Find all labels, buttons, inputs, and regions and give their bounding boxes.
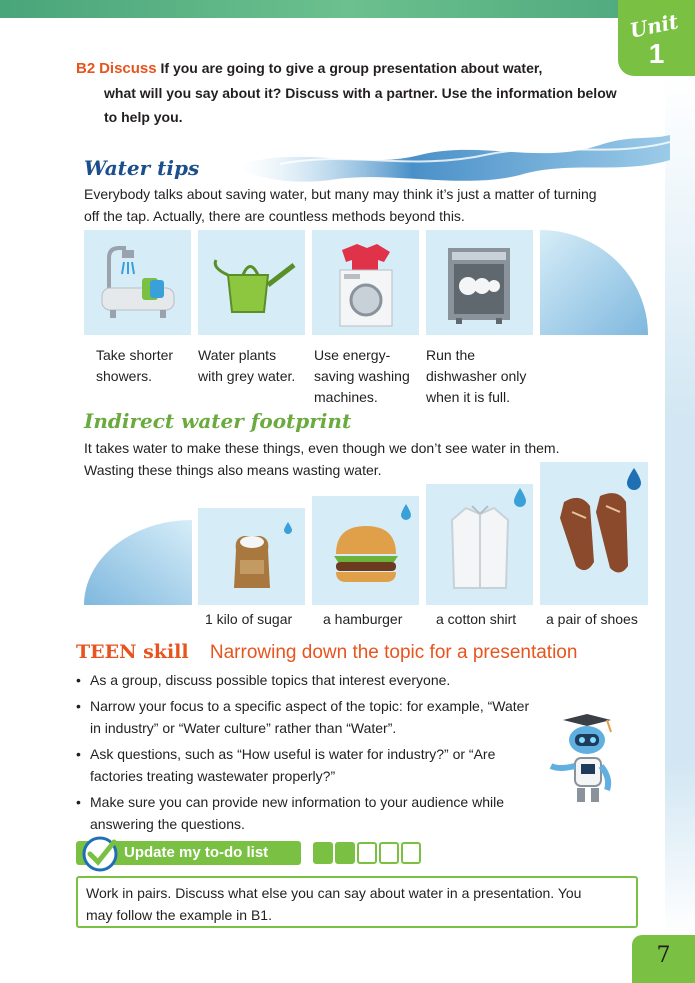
robot-mascot-icon [545, 708, 635, 808]
bullet-4-line-2: answering the questions. [90, 816, 245, 832]
bullet-2-line-2: in industry” or “Water culture” rather than “Water”. [90, 720, 397, 736]
water-splash-illustration [240, 120, 670, 190]
bathtub-shower-icon [84, 230, 191, 335]
instruction-line-2: what will you say about it? Discuss with a partner. Use the information below [104, 85, 617, 101]
decorative-quarter-circle [540, 230, 648, 335]
indirect-footprint-title: Indirect water footprint [84, 409, 352, 433]
tip-3-line-3: machines. [314, 389, 378, 405]
list-item [76, 669, 556, 691]
top-color-band [0, 0, 695, 18]
teen-skill-heading [76, 641, 577, 664]
instruction-line-3: to help you. [104, 109, 183, 125]
tip-1-line-1: Take shorter [96, 347, 174, 363]
todo-label: Update my to-do list [124, 844, 269, 861]
progress-box [357, 842, 377, 864]
indirect-text-line-2: Wasting these things also means wasting water. [84, 462, 382, 478]
task-line-1: Work in pairs. Discuss what else you can say about water in a presentation. You [86, 885, 582, 901]
tip-2-line-1: Water plants [198, 347, 277, 363]
tip-1-line-2: showers. [96, 368, 153, 384]
tip-4-line-3: when it is full. [426, 389, 511, 405]
dishwasher-icon [426, 230, 533, 335]
item-label-sugar: 1 kilo of sugar [205, 611, 293, 627]
checkmark-icon [80, 834, 120, 874]
tip-caption-4 [426, 345, 541, 408]
tip-4-line-2: dishwasher only [426, 368, 527, 384]
tip-caption-3 [314, 345, 424, 408]
exercise-keyword: Discuss [99, 60, 157, 77]
tip-caption-2 [198, 345, 310, 387]
hamburger-icon [312, 496, 419, 605]
task-line-2: may follow the example in B1. [86, 907, 272, 923]
task-instruction-box [76, 876, 638, 928]
tip-4-line-1: Run the [426, 347, 476, 363]
item-label-shirt: a cotton shirt [436, 611, 517, 627]
item-image-shirt [426, 484, 533, 605]
list-item [76, 695, 556, 739]
progress-box [379, 842, 399, 864]
cotton-shirt-icon [426, 484, 533, 605]
shoes-icon [540, 462, 648, 605]
b2-discuss-instruction [76, 56, 636, 129]
washing-machine-icon [312, 230, 419, 335]
bullet-3-line-2: factories treating wastewater properly?” [90, 768, 336, 784]
decorative-quarter-circle-2 [84, 520, 192, 605]
watering-can-icon [198, 230, 305, 335]
item-image-hamburger [312, 496, 419, 605]
indirect-text-line-1: It takes water to make these things, even though we don’t see water in them. [84, 440, 560, 456]
sugar-sack-icon [198, 508, 305, 605]
item-image-sugar [198, 508, 305, 605]
teen-skill-topic: Narrowing down the topic for a presentation [209, 642, 578, 663]
tip-image-washing-machine [312, 230, 419, 335]
item-image-shoes [540, 462, 648, 605]
teen-skill-label: TEEN skill [76, 641, 189, 663]
water-tips-text-line-2: off the tap. Actually, there are countless methods beyond this. [84, 208, 465, 224]
tip-2-line-2: with grey water. [198, 368, 296, 384]
tip-image-watering [198, 230, 305, 335]
bullet-4-line-1: • Make sure you can provide new information to your audience while [90, 794, 505, 810]
instruction-line-1: If you are going to give a group presentation about water, [160, 60, 543, 76]
water-tips-title: Water tips [84, 156, 200, 180]
water-tips-intro [84, 183, 649, 227]
list-item [76, 791, 556, 835]
item-label-hamburger: a hamburger [323, 611, 403, 627]
progress-box [313, 842, 333, 864]
bullet-3-line-1: • Ask questions, such as “How useful is water for industry?” or “Are [90, 746, 496, 762]
water-tips-text-line-1: Everybody talks about saving water, but many may think it’s just a matter of turning [84, 186, 597, 202]
tip-image-shower [84, 230, 191, 335]
progress-box [335, 842, 355, 864]
unit-label: Unit [627, 9, 681, 43]
side-decoration [665, 76, 695, 936]
list-item [76, 743, 556, 787]
bullet-2-line-1: • Narrow your focus to a specific aspect of the topic: for example, “Water [90, 698, 530, 714]
tip-caption-1 [96, 345, 196, 387]
teen-skill-list [76, 669, 556, 839]
bullet-1-line-1: • As a group, discuss possible topics that interest everyone. [90, 672, 451, 688]
progress-box [401, 842, 421, 864]
tip-3-line-1: Use energy- [314, 347, 391, 363]
unit-number: 1 [648, 38, 665, 69]
tip-image-dishwasher [426, 230, 533, 335]
tip-3-line-2: saving washing [314, 368, 410, 384]
page-number: 7 [632, 935, 695, 983]
item-label-shoes: a pair of shoes [546, 611, 638, 627]
exercise-code: B2 [76, 60, 96, 77]
